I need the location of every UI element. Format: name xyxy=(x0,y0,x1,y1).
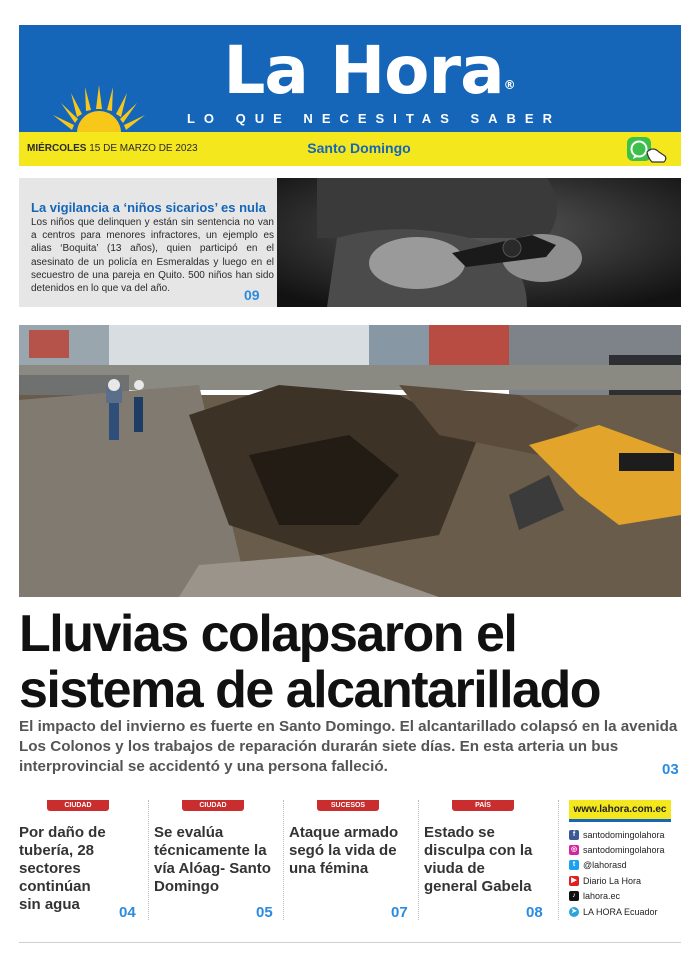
sun-logo-icon xyxy=(49,83,149,132)
story-title: Se evalúa técnicamente la vía Alóag- Santo Domingo xyxy=(154,824,271,895)
issue-date: MIÉRCOLES 15 DE MARZO DE 2023 xyxy=(27,143,198,154)
story-col-3[interactable] xyxy=(289,800,419,920)
main-lead: El impacto del invierno es fuerte en Santo Domingo. El alcantarillado colapsó en la avenida Los Colonos y los trabajos de reparación durarán siete días. En esta arteria un bus interprovincial se accidentó y una persona falleció. xyxy=(19,718,678,775)
social-item[interactable]: f santodomingolahora xyxy=(569,827,665,842)
story-page-number: 08 xyxy=(526,904,543,921)
story-col-4[interactable] xyxy=(424,800,559,920)
teaser-photo xyxy=(277,178,681,307)
story-col-2[interactable] xyxy=(154,800,284,920)
youtube-icon: ▶ xyxy=(569,876,579,886)
social-item[interactable]: t @lahorasd xyxy=(569,858,665,873)
social-list xyxy=(569,827,665,919)
section-tag: CIUDAD xyxy=(47,800,109,811)
social-item[interactable]: ➤ LA HORA Ecuador xyxy=(569,904,665,919)
main-photo xyxy=(19,325,681,597)
section-tag: PAÍS xyxy=(452,800,514,811)
masthead xyxy=(19,25,681,132)
story-title: Ataque armado segó la vida de una fémina xyxy=(289,824,399,877)
tagline: LO QUE NECESITAS SABER xyxy=(186,111,561,126)
section-tag: SUCESOS xyxy=(317,800,379,811)
main-page-number: 03 xyxy=(662,761,679,778)
teaser-title: La vigilancia a ‘niños sicarios’ es nula xyxy=(31,200,266,215)
social-item[interactable]: ◎ santodomingolahora xyxy=(570,845,665,856)
date-bar xyxy=(19,132,681,166)
teaser-text: Los niños que delinquen y están sin sentencia no van a centros para menores infractores, un ejemplo es alias ‘Boquita’ (13 años), quien participó en el asesinato de un policía en Esmeraldas y luego en el secuestro de una pareja en Quito. 500 niños han sido detenidos en lo que va del año. xyxy=(31,217,274,295)
twitter-icon: t xyxy=(569,860,579,870)
story-title: Por daño de tubería, 28 sectores continúan sin agua xyxy=(19,824,106,913)
social-box xyxy=(569,800,681,920)
whatsapp-icon[interactable] xyxy=(625,134,673,164)
story-page-number: 07 xyxy=(391,904,408,921)
telegram-icon: ➤ xyxy=(569,907,579,917)
instagram-icon: ◎ xyxy=(570,846,578,854)
website-link[interactable]: www.lahora.com.ec xyxy=(569,800,671,822)
story-page-number: 05 xyxy=(256,904,273,921)
logo: La Hora® xyxy=(223,32,515,109)
story-title: Estado se disculpa con la viuda de general Gabela xyxy=(424,824,533,895)
main-headline[interactable]: Lluvias colapsaron el sistema de alcantarillado xyxy=(19,605,600,719)
social-item[interactable]: ♪ lahora.ec xyxy=(569,889,665,904)
section-tag: CIUDAD xyxy=(182,800,244,811)
tiktok-icon: ♪ xyxy=(569,891,579,901)
story-col-1[interactable] xyxy=(19,800,149,920)
edition-name: Santo Domingo xyxy=(307,140,411,156)
story-page-number: 04 xyxy=(119,904,136,921)
facebook-icon: f xyxy=(569,830,579,840)
teaser-story[interactable] xyxy=(19,178,681,307)
social-item[interactable]: ▶ Diario La Hora xyxy=(569,873,665,888)
footer-rule xyxy=(19,942,681,943)
teaser-page-number: 09 xyxy=(244,287,260,303)
